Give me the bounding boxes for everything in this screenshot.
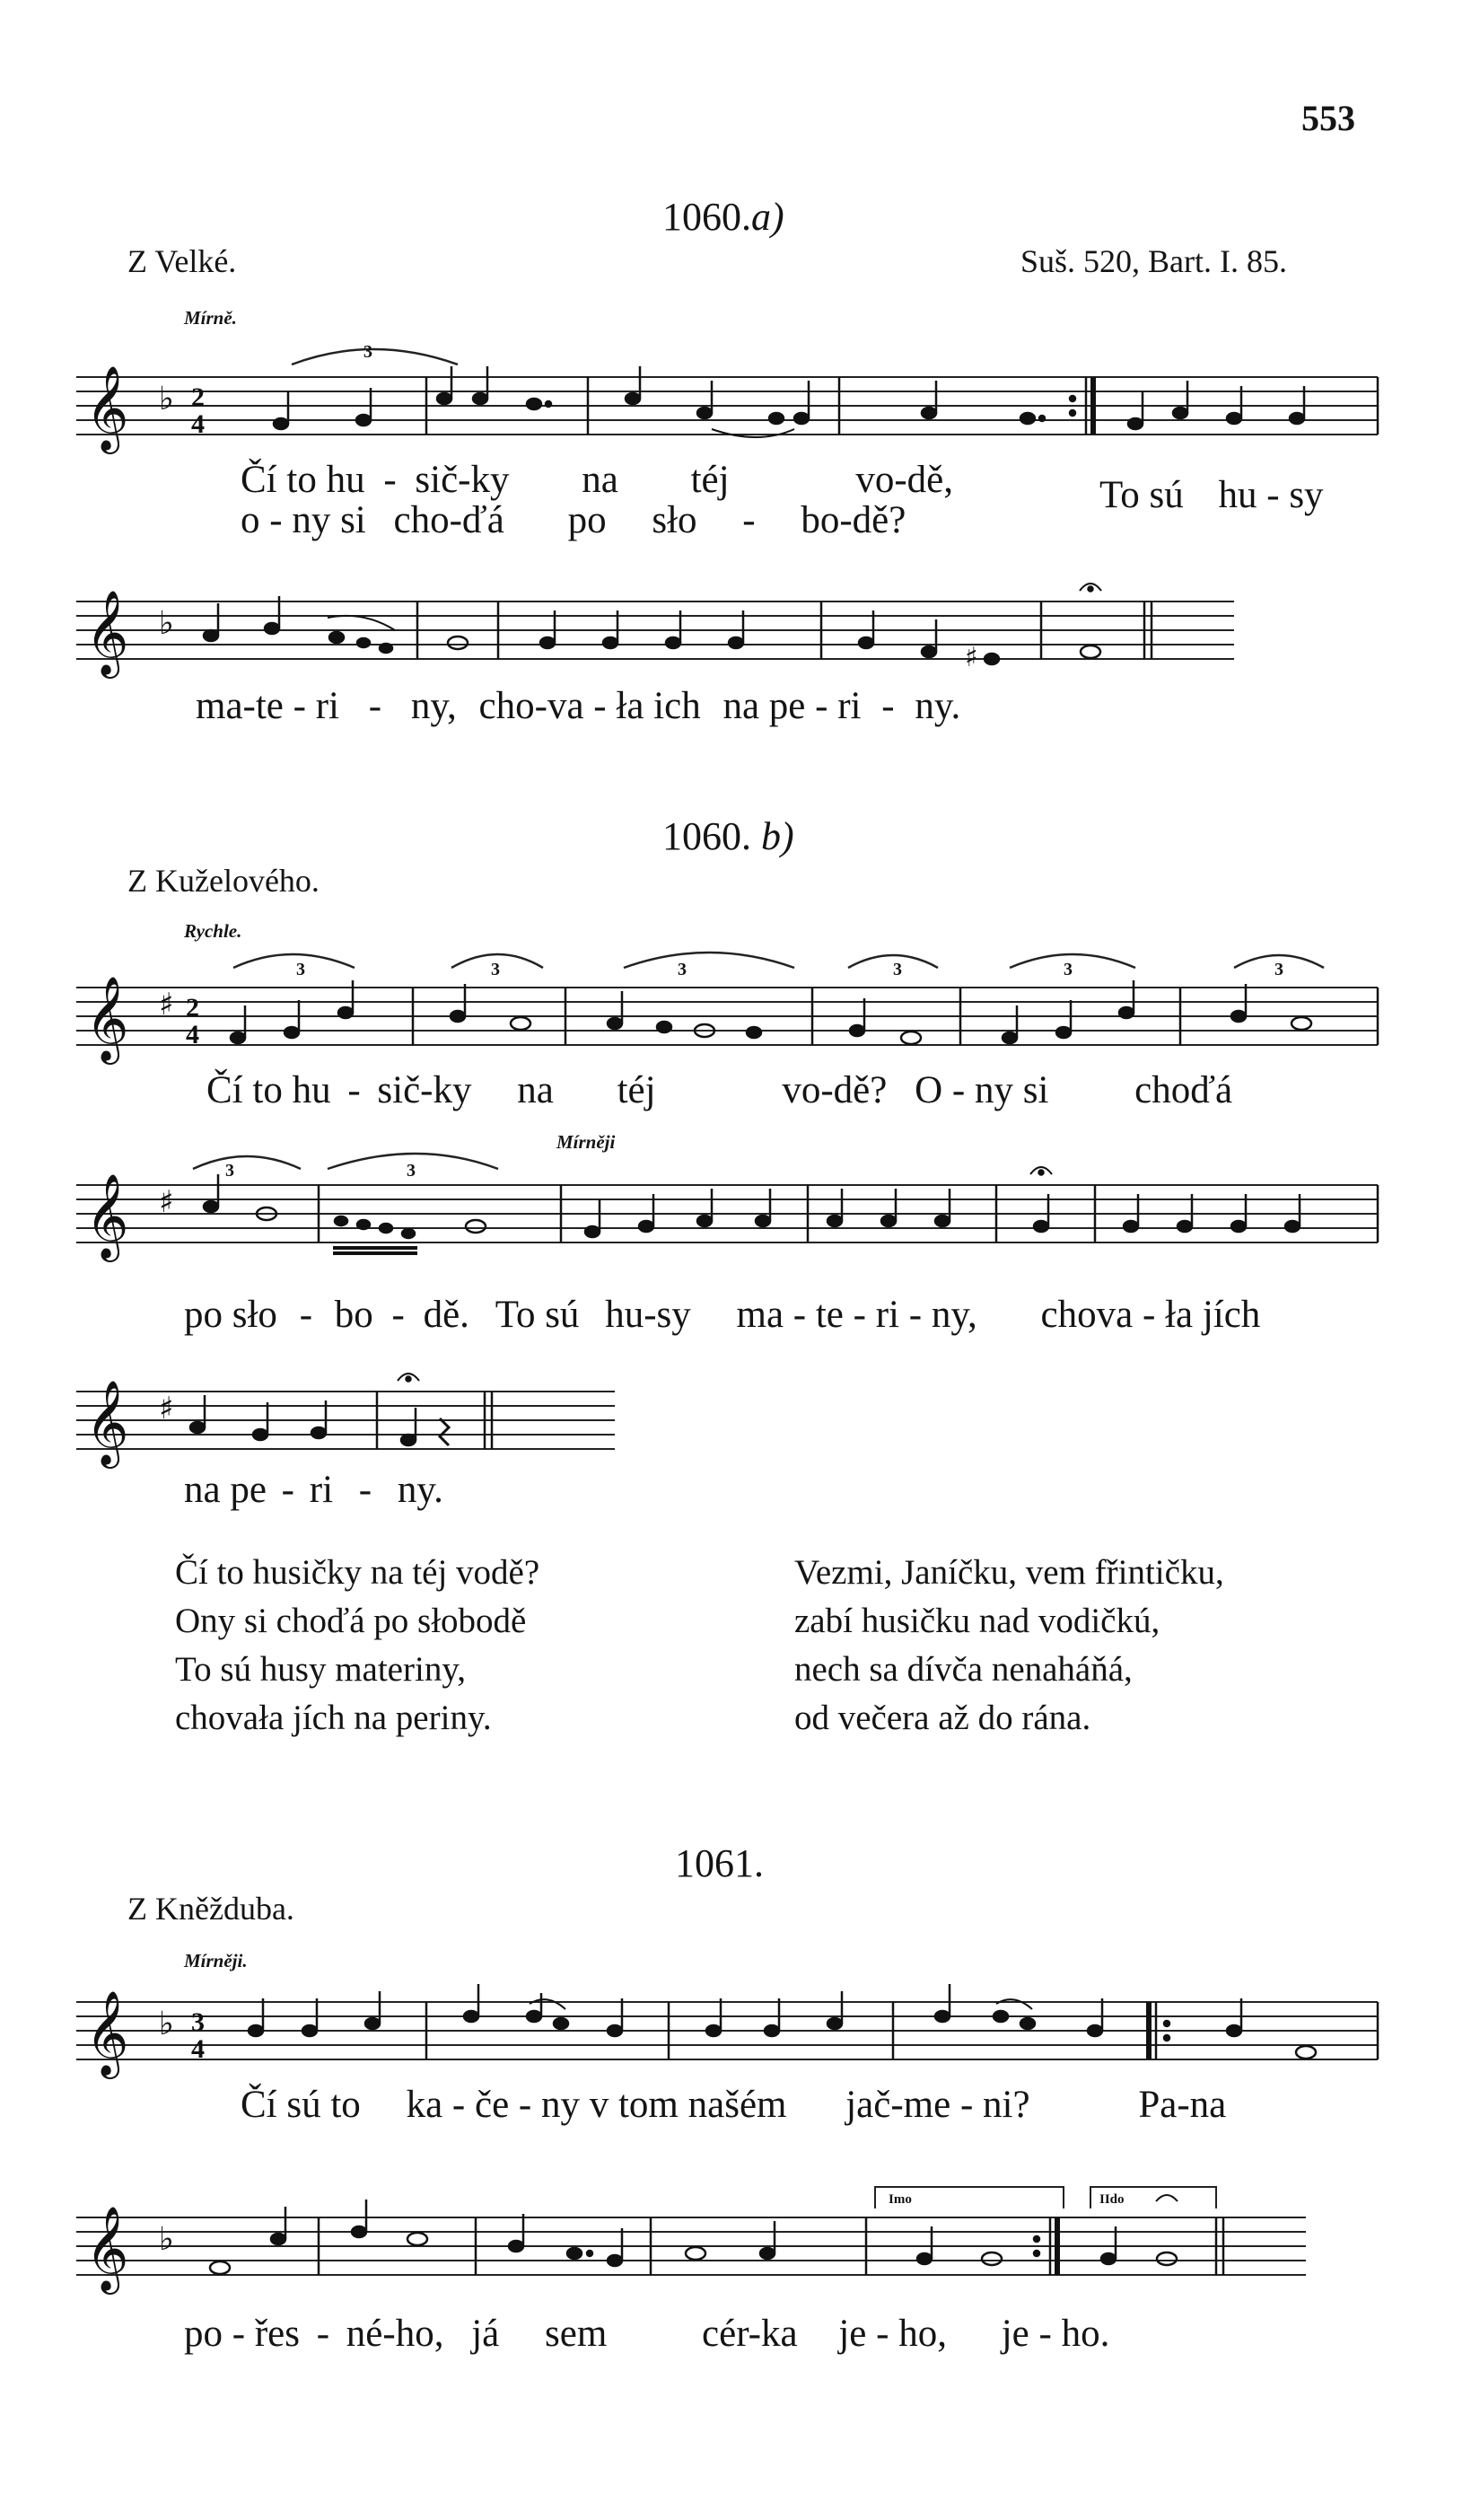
svg-text:3: 3 <box>893 960 902 979</box>
lyric-syllable: já <box>471 2313 500 2355</box>
song-origin: Z Kněžduba. <box>127 1891 294 1927</box>
lyric-syllable: Pa-na <box>1138 2084 1227 2126</box>
lyric-syllable: Čí to hu <box>206 1069 331 1111</box>
time-signature-bottom: 4 <box>191 2034 205 2064</box>
lyric-hyphen: - <box>391 1294 405 1336</box>
lyric-hyphen: - <box>299 1294 313 1336</box>
song-variant: b) <box>761 814 794 858</box>
lyric-hyphen: - <box>368 685 382 727</box>
second-ending-label: IIdo <box>1099 2192 1125 2207</box>
verse-line: zabí husičku nad vodičkú, <box>794 1602 1160 1640</box>
lyric-syllable: ny si <box>974 1069 1049 1111</box>
lyric-syllable: na pe <box>722 685 806 727</box>
lyric-syllable: na <box>517 1069 554 1111</box>
svg-text:3: 3 <box>1274 960 1283 979</box>
lyric-syllable: ho. <box>1061 2313 1110 2355</box>
lyric-syllable: vo-dě? <box>782 1069 888 1111</box>
lyric-syllable: po sło <box>184 1294 277 1336</box>
svg-text:♭: ♭ <box>159 381 174 417</box>
verse-block-right <box>794 1549 1224 1743</box>
lyric-syllable: ri <box>315 685 339 727</box>
lyric-hyphen: - <box>908 1294 923 1336</box>
lyric-hyphen: - <box>959 2084 974 2126</box>
lyric-syllable: vo-dě, <box>855 459 953 501</box>
lyric-syllable: O <box>915 1069 943 1111</box>
lyric-hyphen: - <box>383 459 397 501</box>
time-signature-top: 2 <box>186 993 199 1023</box>
lyric-hyphen: - <box>347 1069 361 1111</box>
svg-text:♭: ♭ <box>159 2006 174 2042</box>
lyrics-1060a-refrain <box>1099 473 1324 517</box>
lyric-hyphen: - <box>1142 1294 1156 1336</box>
svg-text:𝄞: 𝄞 <box>85 2206 129 2291</box>
music-staff-1060b-1 <box>76 943 1405 1086</box>
verse-line: nech sa dívča nenaháňá, <box>794 1650 1133 1689</box>
svg-text:𝄞: 𝄞 <box>85 976 129 1061</box>
lyric-hyphen: - <box>593 685 607 727</box>
svg-text:𝄞: 𝄞 <box>85 365 129 451</box>
lyrics-1060b-line2 <box>184 1293 1260 1337</box>
lyric-syllable: To sú <box>1099 474 1184 516</box>
time-signature-bottom: 4 <box>191 409 205 439</box>
lyric-syllable: ny. <box>397 1469 443 1511</box>
tempo-marking: Mírně. <box>184 307 237 329</box>
lyric-hyphen: - <box>451 2084 466 2126</box>
lyric-syllable: Čí to hu <box>241 459 365 501</box>
lyric-syllable: če <box>474 2084 510 2126</box>
lyric-syllable: téj <box>690 459 730 501</box>
lyric-syllable: sło <box>652 499 697 541</box>
svg-text:♯: ♯ <box>159 1391 174 1427</box>
music-staff-1060a-2 <box>76 566 1261 700</box>
song-source: Suš. 520, Bart. I. 85. <box>1020 243 1287 279</box>
svg-text:3: 3 <box>296 960 305 979</box>
music-staff-1061-1 <box>76 1966 1405 2101</box>
song-number: 1060. <box>662 195 751 239</box>
lyric-syllable: téj <box>617 1069 656 1111</box>
lyric-syllable: je <box>1001 2313 1029 2355</box>
verse-line: chovała jích na periny. <box>175 1699 492 1737</box>
lyric-syllable: o <box>241 499 260 541</box>
lyrics-1061-line1 <box>241 2083 1226 2127</box>
lyric-hyphen: - <box>815 685 828 727</box>
lyric-syllable: cho-ďá <box>393 499 504 541</box>
song-number: 1060. <box>662 814 751 858</box>
tempo-marking: Mírněji. <box>184 1950 248 1971</box>
time-signature-top: 3 <box>191 2007 205 2037</box>
lyrics-1060a-line2 <box>196 684 960 728</box>
svg-text:𝄞: 𝄞 <box>85 1990 129 2076</box>
verse-line: Ony si choďá po słobodě <box>175 1602 527 1640</box>
tempo-marking-2: Mírněji <box>556 1131 616 1153</box>
lyric-syllable: řes <box>254 2313 300 2355</box>
lyric-syllable: je <box>838 2313 867 2355</box>
lyric-syllable: hu - sy <box>1218 474 1324 516</box>
lyric-hyphen: - <box>742 499 756 541</box>
song-origin: Z Kuželového. <box>127 863 320 899</box>
verse-line: To sú husy materiny, <box>175 1650 467 1689</box>
lyric-syllable: cér-ka <box>702 2313 798 2355</box>
svg-text:3: 3 <box>1064 960 1073 979</box>
lyrics-1060b-line3 <box>184 1468 443 1512</box>
svg-text:3: 3 <box>225 1161 234 1181</box>
lyric-hyphen: - <box>518 2084 532 2126</box>
lyric-hyphen: - <box>316 2313 330 2355</box>
svg-text:♭: ♭ <box>159 2221 174 2258</box>
first-ending-label: Imo <box>889 2192 912 2207</box>
svg-text:𝄞: 𝄞 <box>85 1173 129 1259</box>
lyric-syllable: bo <box>334 1294 373 1336</box>
lyric-syllable: choďá <box>1134 1069 1233 1111</box>
lyric-syllable: na <box>582 459 618 501</box>
lyric-syllable: ła ich <box>616 685 701 727</box>
lyric-syllable: sič-ky <box>415 459 510 501</box>
svg-text:𝄞: 𝄞 <box>85 590 129 675</box>
svg-text:♯: ♯ <box>159 987 174 1023</box>
lyric-syllable: ny v tom našém <box>540 2084 787 2126</box>
lyric-hyphen: - <box>881 685 895 727</box>
lyric-syllable: ni? <box>983 2084 1030 2126</box>
song-number-1060b <box>662 813 794 859</box>
svg-text:♯: ♯ <box>159 1184 174 1220</box>
verse-line: Vezmi, Janíčku, vem fřintičku, <box>794 1553 1224 1592</box>
lyric-hyphen: - <box>358 1469 372 1511</box>
lyric-syllable: ma-te <box>196 685 284 727</box>
lyrics-1061-line2 <box>184 2312 1109 2356</box>
lyric-syllable: po <box>184 2313 223 2355</box>
lyric-syllable: né-ho, <box>346 2313 444 2355</box>
verse-block-left <box>175 1549 539 1743</box>
verse-line: Čí to husičky na téj vodě? <box>175 1553 540 1592</box>
lyric-syllable: ma - te - ri <box>736 1294 899 1336</box>
song-variant: a) <box>751 195 784 239</box>
song-number-1061: 1061. <box>675 1841 764 1885</box>
svg-text:3: 3 <box>363 342 372 362</box>
lyric-syllable: chova <box>1040 1294 1134 1336</box>
svg-text:3: 3 <box>678 960 687 979</box>
lyric-syllable: na pe <box>184 1469 267 1511</box>
lyrics-1060a-line1b <box>241 498 906 542</box>
music-staff-1061-2 <box>76 2182 1378 2316</box>
lyric-syllable: ny. <box>915 685 961 727</box>
svg-text:♯: ♯ <box>965 642 978 673</box>
lyric-hyphen: - <box>232 2313 246 2355</box>
lyric-syllable: jač-me <box>845 2084 951 2126</box>
page-number: 553 <box>1301 98 1355 138</box>
lyric-hyphen: - <box>1038 2313 1052 2355</box>
lyric-hyphen: - <box>293 685 306 727</box>
svg-text:3: 3 <box>491 960 500 979</box>
lyric-syllable: hu-sy <box>605 1294 691 1336</box>
lyric-syllable: To sú <box>495 1294 580 1336</box>
lyric-syllable: ła jích <box>1165 1294 1261 1336</box>
lyric-syllable: ho, <box>898 2313 947 2355</box>
lyrics-1060a-line1a <box>241 458 953 502</box>
time-signature-bottom: 4 <box>186 1020 199 1049</box>
lyric-syllable: cho-va <box>478 685 584 727</box>
svg-text:3: 3 <box>407 1161 416 1181</box>
lyric-syllable: ka <box>406 2084 443 2126</box>
svg-text:𝄞: 𝄞 <box>85 1380 129 1465</box>
lyric-syllable: dě. <box>423 1294 469 1336</box>
lyric-hyphen: - <box>281 1469 294 1511</box>
music-staff-1060b-2 <box>76 1149 1405 1293</box>
time-signature-top: 2 <box>191 382 205 412</box>
lyrics-1060b-line1 <box>206 1068 1232 1112</box>
lyric-syllable: sič-ky <box>377 1069 472 1111</box>
song-origin: Z Velké. <box>127 243 237 279</box>
song-number-1060a <box>662 194 784 240</box>
lyric-syllable: ny, <box>410 685 457 727</box>
lyric-hyphen: - <box>269 499 283 541</box>
lyric-syllable: sem <box>545 2313 608 2355</box>
lyric-syllable: ri <box>837 685 862 727</box>
svg-text:♭: ♭ <box>159 605 174 642</box>
lyric-syllable: ny si <box>292 499 366 541</box>
lyric-hyphen: - <box>951 1069 966 1111</box>
lyric-syllable: ri <box>309 1469 334 1511</box>
verse-line: od večera až do rána. <box>794 1699 1091 1737</box>
lyric-syllable: ny, <box>931 1294 977 1336</box>
tempo-marking: Rychle. <box>184 920 242 942</box>
lyric-syllable: Čí sú to <box>241 2084 361 2126</box>
lyric-syllable: bo-dě? <box>801 499 906 541</box>
lyric-hyphen: - <box>876 2313 889 2355</box>
lyric-syllable: po <box>567 499 607 541</box>
